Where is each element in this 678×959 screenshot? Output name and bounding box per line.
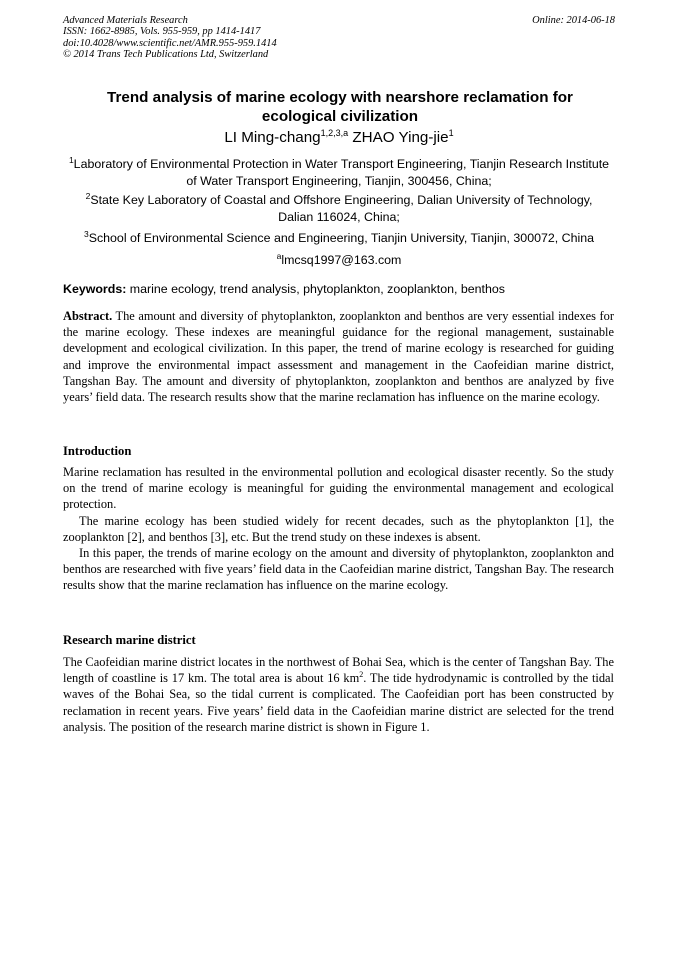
title-line-2: ecological civilization [261, 108, 419, 125]
section-heading-research-district: Research marine district [63, 633, 196, 647]
author-affiliation-marker: 1 [448, 128, 454, 138]
research-district-body [63, 654, 614, 735]
abstract [63, 308, 614, 405]
author-name: ZHAO Ying-jie [352, 129, 449, 146]
affiliation-text-line-2: Dalian 116024, China; [278, 210, 400, 224]
affiliation-marker: 1 [68, 155, 74, 165]
affiliation-text: School of Environmental Science and Engineering, Tianjin University, Tianjin, 300072, China [88, 231, 595, 245]
affiliation-marker: 3 [83, 229, 89, 239]
email-address[interactable]: lmcsq1997@163.com [281, 253, 402, 267]
keywords-label: Keywords: [63, 282, 127, 296]
paragraph [63, 654, 614, 735]
abstract-label: Abstract. [63, 309, 113, 323]
affiliation-text: Laboratory of Environmental Protection in Water Transport Engineering, Tianjin Research Institute of Water Transport Engineering, Tianjin, 300456, China; [73, 157, 610, 188]
paper-title [70, 88, 610, 126]
journal-header [63, 15, 615, 61]
affiliation-2 [63, 192, 615, 226]
section-heading-introduction: Introduction [63, 444, 132, 458]
keywords-text: marine ecology, trend analysis, phytoplankton, zooplankton, benthos [126, 282, 505, 296]
keywords [63, 281, 615, 297]
author-list [63, 129, 615, 147]
introduction-body [63, 464, 614, 594]
affiliation-1 [63, 156, 615, 190]
copyright-line: © 2014 Trans Tech Publications Ltd, Switzerland [63, 49, 269, 61]
author-name: LI Ming-chang [224, 129, 321, 146]
paragraph-text: . The tide hydrodynamic is controlled by the tidal waves of the Bohai Sea, so the tidal current is complicated. The Caofeidian port has been constructed by reclamation in recent years. Five years’ field data in the Caofeidian marine district are selected for the trend analysis. The position of the research marine district is shown in Figure 1. [63, 671, 615, 734]
journal-name: Advanced Materials Research [63, 15, 188, 26]
online-date: Online: 2014-06-18 [532, 15, 615, 26]
author-email [63, 252, 615, 269]
title-line-1: Trend analysis of marine ecology with nearshore reclamation for [107, 89, 573, 106]
paragraph: The marine ecology has been studied widely for recent decades, such as the phytoplankton [1], the zooplankton [2], and benthos [3], etc. But the trend study on these indexes is absent. [63, 513, 614, 544]
email-marker: a [276, 251, 282, 261]
paragraph: Marine reclamation has resulted in the environmental pollution and ecological disaster recently. So the study on the trend of marine ecology is meaningful for guiding the environmental management and ecological protection. [63, 465, 614, 512]
doi-line[interactable]: doi:10.4028/www.scientific.net/AMR.955-959.1414 [63, 37, 277, 49]
affiliation-text: State Key Laboratory of Coastal and Offshore Engineering, Dalian University of Technology, [90, 193, 593, 207]
paragraph-text: The Caofeidian marine district locates in the northwest of Bohai Sea, which is the center of Tangshan Bay. The length of coastline is 17 km. The total area is about 16 km [63, 655, 614, 686]
affiliation-3 [63, 230, 615, 247]
issn-line: ISSN: 1662-8985, Vols. 955-959, pp 1414-1417 [63, 26, 261, 38]
paragraph: In this paper, the trends of marine ecology on the amount and diversity of phytoplankton, zooplankton and benthos are researched with five years’ field data in the Caofeidian marine district, Tangshan Bay. The research results show that the marine reclamation has influence on the marine ecology. [63, 546, 614, 593]
affiliation-marker: 2 [85, 191, 91, 201]
author-affiliation-marker: 1,2,3,a [320, 128, 349, 138]
abstract-text: The amount and diversity of phytoplankton, zooplankton and benthos are very essential indexes for the marine ecology. These indexes are meaningful guidance for the regional management, sustainable development and ecological civilization. In this paper, the trend of marine ecology is researched for guiding and improve the environmental impact assessment and management in the Caofeidian marine district, Tangshan Bay. The amount and diversity of phytoplankton, zooplankton and benthos are analyzed by five years’ field data. The research results show that the marine reclamation has influence on the marine ecology. [63, 309, 614, 405]
superscript: 2 [359, 670, 364, 680]
